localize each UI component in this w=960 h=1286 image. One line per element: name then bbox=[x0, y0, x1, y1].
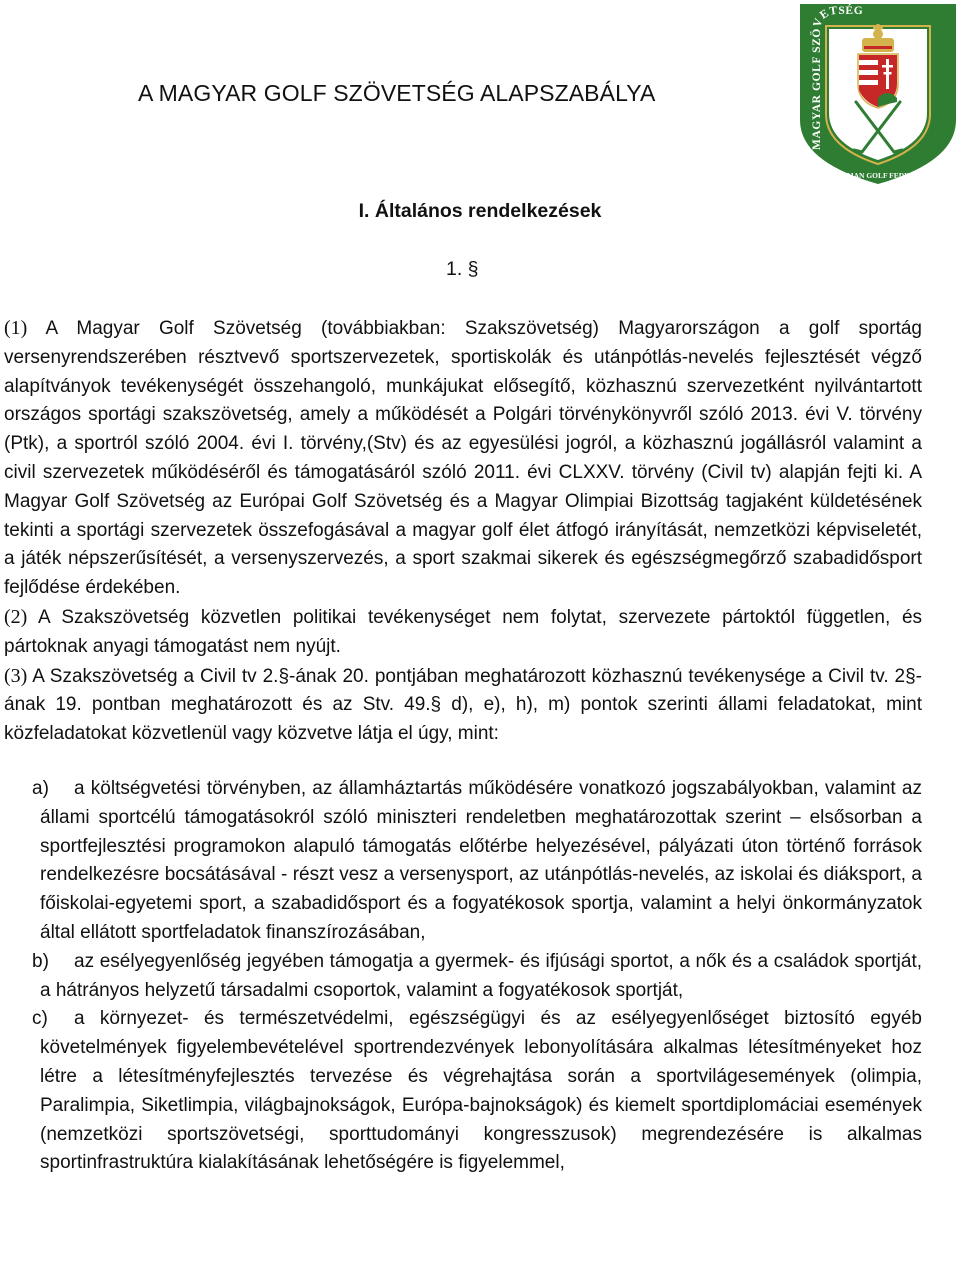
list-item-letter: a) bbox=[32, 777, 49, 799]
paragraph-3 bbox=[4, 662, 922, 749]
paragraph-text: A Szakszövetség a Civil tv 2.§-ának 20. pontjában meghatározott közhasznú tevékenysége a Civil tv. 2§-ának 19. pontban meghatározott és az Stv. 49.§ d), e), h), m) pontok szerinti állami feladatokat, mint közfeladatokat közvetlenül vagy közvetve látja el úgy, mint: bbox=[4, 665, 923, 745]
paragraph-text: A Szakszövetség közvetlen politikai tevékenységet nem folytat, szervezete pártoktól független, és pártoknak anyagi támogatást nem nyújt. bbox=[4, 606, 923, 657]
list-item bbox=[4, 1005, 922, 1178]
section-number: 1. § bbox=[446, 258, 479, 280]
list-item-text: az esélyegyenlőség jegyében támogatja a gyermek- és ifjúsági sportot, a nők és a családok sportját, a hátrányos helyzetű társadalmi csoportok, valamint a fogyatékosok sportját, bbox=[40, 950, 922, 1001]
coat-of-arms-icon bbox=[858, 54, 898, 108]
list-item-text: a költségvetési törvényben, az államháztartás működésére vonatkozó jogszabályokban, valamint az állami sportcélú támogatásokról szóló miniszteri rendeletben meghatározottak szerint – elsősorban a sportfejlesztési programokon alapuló támogatás előtérbe helyezésével, pályázati úton történő források rendelkezésre bocsátásával - részt vesz a versenysport, az utánpótlás-nevelés, az iskolai és diáksport, a főiskolai-egyetemi sport, a szabadidősport és a fogyatékosok sportja, valamint a helyi önkormányzatok által ellátott sportfeladatok finanszírozásában, bbox=[40, 777, 922, 943]
logo-ring-text: MAGYAR GOLF SZÖVETSÉG bbox=[811, 4, 864, 150]
paragraph-2 bbox=[4, 603, 922, 662]
list-item bbox=[4, 775, 922, 948]
paragraph-number: (1) bbox=[4, 317, 28, 339]
paragraph-1 bbox=[4, 314, 922, 603]
list-item-letter: b) bbox=[32, 950, 49, 972]
list-item-letter: c) bbox=[32, 1008, 48, 1030]
logo-side-text: HUNGARIAN GOLF FEDERATION bbox=[817, 171, 939, 180]
paragraph-number: (3) bbox=[4, 664, 28, 687]
task-list bbox=[4, 775, 922, 1178]
list-item-text: a környezet- és természetvédelmi, egészségügyi és az esélyegyenlőséget biztosító egyéb követelmények figyelembevételével sportrendezvények lebonyolítására alkalmas létesítményeket hoz létre a létesítményfejlesztés tervezése és végrehajtása során a sportvilágesemények (olimpia, Paralimpia, Siketlimpia, világbajnokságok, Európa-bajnokságok) és kiemelt sportdiplomáciai események (nemzetközi sportszövetségi, sporttudományi kongresszusok) megrendezésére is alkalmas sportinfrastruktúra kialakításának lehetőségére is figyelemmel, bbox=[40, 1008, 922, 1174]
golf-federation-logo bbox=[798, 2, 958, 186]
list-item bbox=[4, 948, 922, 1006]
chapter-heading: I. Általános rendelkezések bbox=[358, 200, 602, 222]
paragraph-number: (2) bbox=[4, 605, 28, 628]
document-title: A MAGYAR GOLF SZÖVETSÉG ALAPSZABÁLYA bbox=[138, 80, 656, 106]
paragraph-text: A Magyar Golf Szövetség (továbbiakban: Szakszövetség) Magyarországon a golf sportág versenyrendszerében résztvevő sportszervezetek, sportiskolák és utánpótlás-nevelés fejlesztését végző alapítványok tevékenységét összehangoló, munkájukat elősegítő, közhasznú szervezetként nyilvántartott országos sportági szakszövetség, amely a működését a Polgári törvénykönyvről szóló 2013. évi V. törvény (Ptk), a sportról szóló 2004. évi I. törvény,(Stv) és az egyesülési jogról, a közhasznú jogállásról valamint a civil szervezetek működéséről és támogatásáról szóló 2011. évi CLXXV. törvény (Civil tv) alapján fejti ki. A Magyar Golf Szövetség az Európai Golf Szövetség és a Magyar Olimpiai Bizottság tagjaként küldetésének tekinti a sportági szervezetek összefogásával a magyar golf élet átfogó irányítását, nemzetközi képviseletét, a játék népszerűsítését, a versenyszervezés, a sport szakmai sikerek és egészségmegőrző szabadidősport fejlődése érdekében. bbox=[4, 318, 922, 599]
document-body bbox=[4, 314, 922, 1178]
